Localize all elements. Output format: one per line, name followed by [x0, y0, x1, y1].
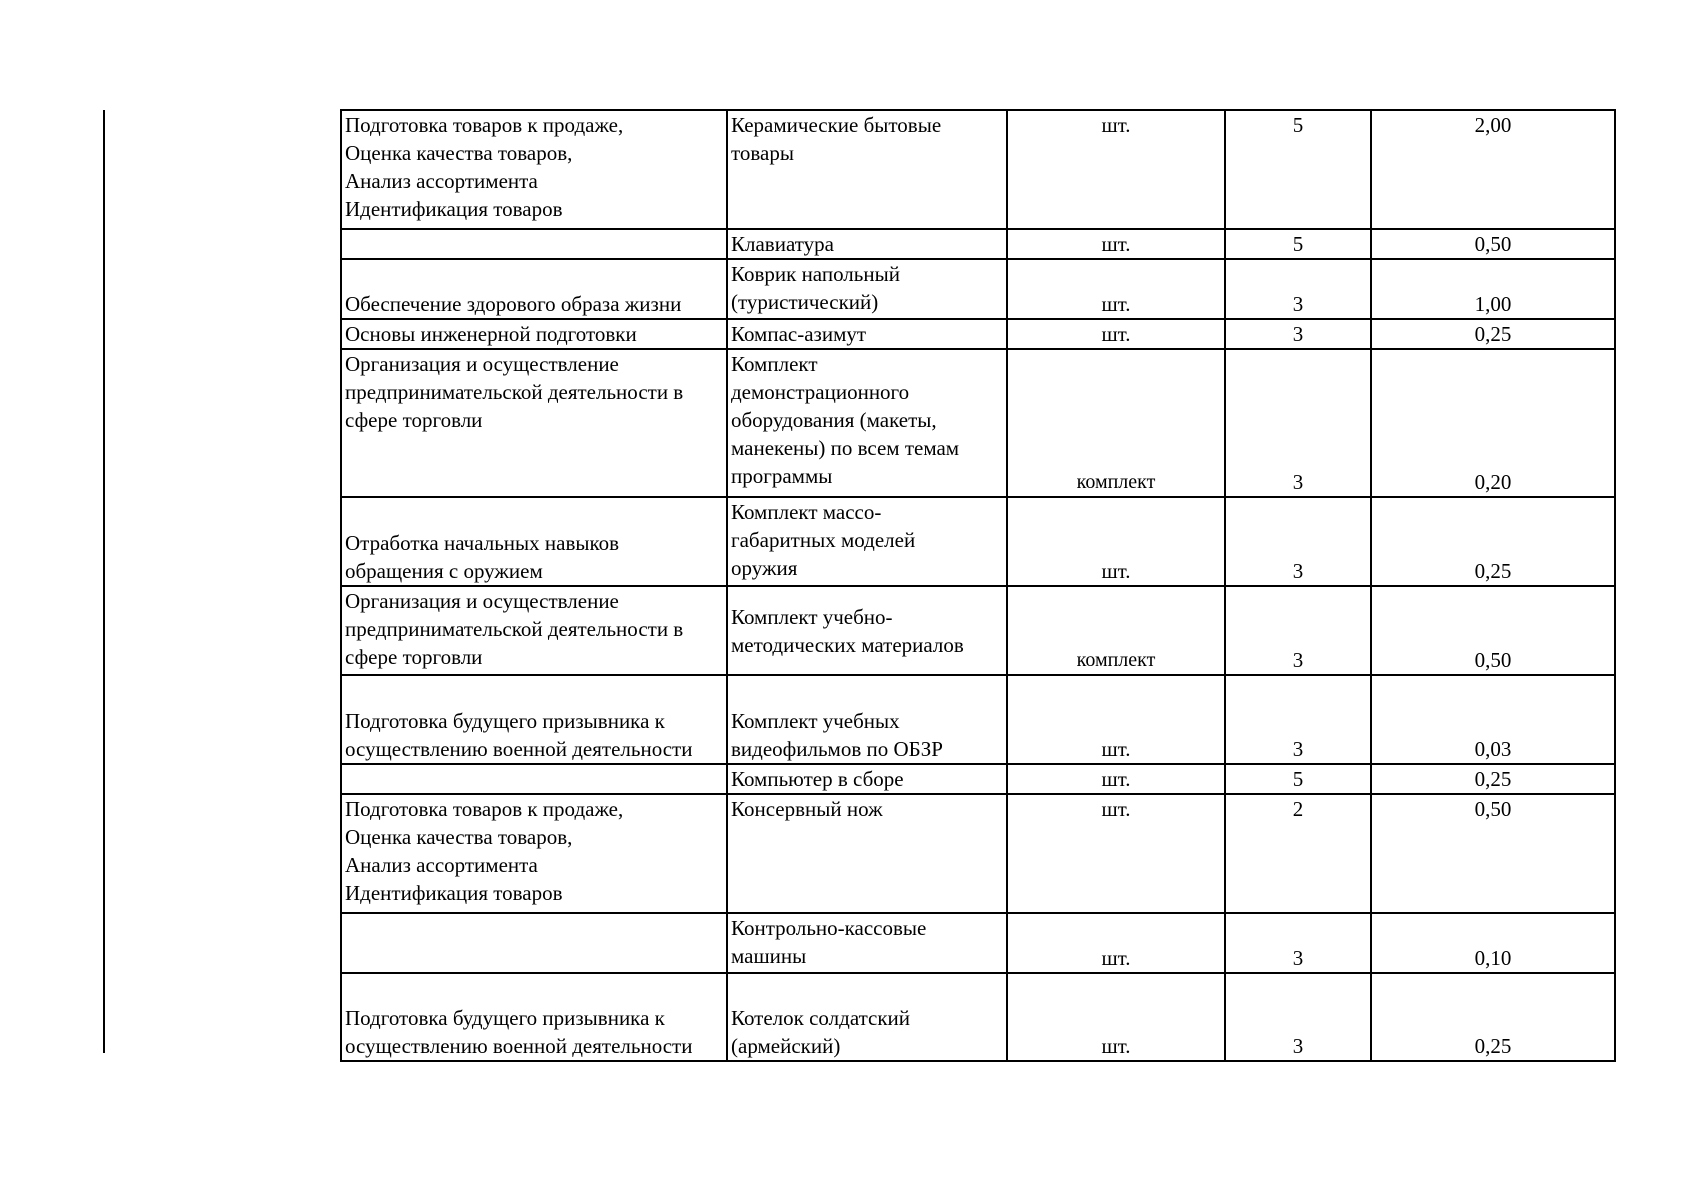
purpose-line: сфере торговли [345, 645, 483, 669]
item-line: габаритных моделей [731, 528, 916, 552]
rate-cell: 0,50 [1371, 229, 1615, 259]
rate-cell: 1,00 [1371, 259, 1615, 319]
rate-cell: 0,10 [1371, 913, 1615, 973]
table-row [341, 764, 1615, 794]
quantity-cell: 5 [1225, 229, 1371, 259]
item-line: Керамические бытовые [731, 113, 942, 137]
item-cell [727, 973, 1007, 1061]
rate-cell: 0,25 [1371, 973, 1615, 1061]
item-line: Контрольно-кассовые [731, 916, 927, 940]
item-line: товары [731, 141, 794, 165]
item-line: манекены) по всем темам [731, 436, 960, 460]
item-line: Коврик напольный [731, 262, 900, 286]
unit-cell: комплект [1007, 349, 1225, 497]
purpose-line: Организация и осуществление [345, 589, 619, 613]
quantity-cell: 5 [1225, 764, 1371, 794]
unit-cell: шт. [1007, 497, 1225, 586]
quantity-cell: 3 [1225, 259, 1371, 319]
item-line: видеофильмов по ОБЗР [731, 737, 943, 761]
unit-cell: комплект [1007, 586, 1225, 675]
unit-cell: шт. [1007, 764, 1225, 794]
table-row [341, 259, 1615, 319]
item-line: Комплект [731, 352, 818, 376]
item-cell [727, 110, 1007, 229]
table-row [341, 497, 1615, 586]
rate-cell: 0,25 [1371, 319, 1615, 349]
table-row [341, 229, 1615, 259]
purpose-line: Основы инженерной подготовки [345, 322, 637, 346]
table-row [341, 973, 1615, 1061]
item-cell [727, 913, 1007, 973]
item-line: Консервный нож [731, 797, 883, 821]
purpose-line: обращения с оружием [345, 559, 543, 583]
purpose-cell [341, 913, 727, 973]
item-line: оборудования (макеты, [731, 408, 937, 432]
purpose-line: Оценка качества товаров, [345, 825, 573, 849]
item-cell [727, 675, 1007, 764]
item-line: (армейский) [731, 1034, 841, 1058]
item-line: Компас-азимут [731, 322, 867, 346]
unit-cell: шт. [1007, 913, 1225, 973]
purpose-line: Подготовка товаров к продаже, [345, 113, 624, 137]
item-line: Компьютер в сборе [731, 767, 904, 791]
purpose-line: сфере торговли [345, 408, 483, 432]
item-line: оружия [731, 556, 798, 580]
purpose-cell [341, 973, 727, 1061]
item-line: демонстрационного [731, 380, 910, 404]
table-row [341, 675, 1615, 764]
item-cell [727, 319, 1007, 349]
unit-cell: шт. [1007, 794, 1225, 913]
item-line: машины [731, 944, 807, 968]
quantity-cell: 3 [1225, 913, 1371, 973]
item-line: программы [731, 464, 833, 488]
item-line: Комплект учебно- [731, 604, 893, 629]
purpose-line: Подготовка будущего призывника к [345, 709, 665, 733]
purpose-cell [341, 764, 727, 794]
rate-cell: 0,03 [1371, 675, 1615, 764]
rate-cell: 0,20 [1371, 349, 1615, 497]
rate-cell: 0,50 [1371, 586, 1615, 675]
quantity-cell: 3 [1225, 675, 1371, 764]
quantity-cell: 3 [1225, 497, 1371, 586]
table-row [341, 319, 1615, 349]
purpose-line: предпринимательской деятельности в [345, 617, 684, 641]
item-line: Комплект массо- [731, 500, 882, 524]
purpose-cell [341, 259, 727, 319]
unit-cell: шт. [1007, 259, 1225, 319]
table-row [341, 349, 1615, 497]
purpose-cell [341, 497, 727, 586]
item-line: Комплект учебных [731, 709, 900, 733]
quantity-cell: 3 [1225, 973, 1371, 1061]
item-cell [727, 497, 1007, 586]
purpose-line: Оценка качества товаров, [345, 141, 573, 165]
quantity-cell: 3 [1225, 319, 1371, 349]
rate-cell: 0,25 [1371, 497, 1615, 586]
item-cell [727, 259, 1007, 319]
purpose-line: осуществлению военной деятельности [345, 737, 693, 761]
equipment-table [340, 109, 1616, 1062]
unit-cell: шт. [1007, 319, 1225, 349]
purpose-line: Подготовка будущего призывника к [345, 1006, 665, 1030]
table-row [341, 586, 1615, 675]
purpose-line: Отработка начальных навыков [345, 531, 620, 555]
quantity-cell: 3 [1225, 349, 1371, 497]
purpose-line: Анализ ассортимента [345, 169, 538, 193]
quantity-cell: 5 [1225, 110, 1371, 229]
left-margin-line [103, 110, 105, 1053]
item-line: Котелок солдатский [731, 1006, 911, 1030]
purpose-line: Подготовка товаров к продаже, [345, 797, 624, 821]
rate-cell: 0,25 [1371, 764, 1615, 794]
purpose-line: Обеспечение здорового образа жизни [345, 292, 682, 316]
purpose-line: Идентификация товаров [345, 197, 563, 221]
item-line: (туристический) [731, 290, 879, 314]
table-row [341, 794, 1615, 913]
rate-cell: 0,50 [1371, 794, 1615, 913]
rate-cell: 2,00 [1371, 110, 1615, 229]
item-cell [727, 349, 1007, 497]
item-cell [727, 586, 1007, 675]
quantity-cell: 3 [1225, 586, 1371, 675]
unit-cell: шт. [1007, 229, 1225, 259]
table-row [341, 110, 1615, 229]
purpose-line: Идентификация товаров [345, 881, 563, 905]
purpose-line: Организация и осуществление [345, 352, 619, 376]
unit-cell: шт. [1007, 675, 1225, 764]
purpose-cell [341, 319, 727, 349]
item-line: Клавиатура [731, 232, 834, 256]
purpose-cell [341, 229, 727, 259]
unit-cell: шт. [1007, 973, 1225, 1061]
purpose-line: осуществлению военной деятельности [345, 1034, 693, 1058]
item-cell [727, 229, 1007, 259]
item-line: методических материалов [731, 632, 964, 657]
table-row [341, 913, 1615, 973]
purpose-cell [341, 586, 727, 675]
purpose-cell [341, 794, 727, 913]
purpose-cell [341, 349, 727, 497]
purpose-cell [341, 110, 727, 229]
purpose-cell [341, 675, 727, 764]
quantity-cell: 2 [1225, 794, 1371, 913]
purpose-line: Анализ ассортимента [345, 853, 538, 877]
item-cell [727, 794, 1007, 913]
item-cell [727, 764, 1007, 794]
unit-cell: шт. [1007, 110, 1225, 229]
purpose-line: предпринимательской деятельности в [345, 380, 684, 404]
